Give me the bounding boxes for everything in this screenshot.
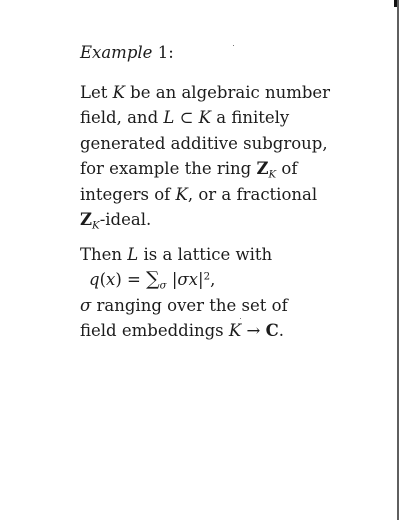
formula-line [80,267,380,293]
math-var: σx [177,270,198,289]
example-label: Example [80,43,153,62]
text-run: is a lattice with [138,244,273,264]
paragraph-lattice [80,242,380,344]
math-bold-z: Z [80,210,93,229]
text-run: for example the ring [80,159,257,178]
text-run: field embeddings [80,321,229,340]
text-line [80,242,380,268]
text-line [80,182,380,208]
math-var: L [163,108,175,127]
math-punct: | [198,270,204,289]
example-colon: : [168,43,174,62]
page-edge-shadow [397,0,399,520]
math-var: K [112,82,125,102]
math-var: x [106,270,116,289]
math-var: L [127,244,139,264]
paragraph-definition [80,80,380,233]
text-run: Let [80,82,113,102]
text-run: , or a fractional [187,184,318,204]
math-var: K [198,108,211,127]
page-edge-mark [394,0,397,7]
math-punct: | [166,270,178,289]
math-var: K [228,321,242,340]
math-punct: ) = [115,270,147,289]
text-line [80,105,380,131]
sum-symbol: ∑ [146,268,160,290]
text-run: generated additive subgroup, [80,133,328,153]
text-run: be an algebraic number [124,82,331,102]
text-line [80,293,380,319]
text-run: integers of [80,184,176,204]
subset-symbol: ⊂ [174,108,199,127]
math-punct: , [210,270,216,289]
math-subscript: K [268,169,277,181]
text-run: ranging over the set of [91,295,288,315]
text-line [80,131,380,157]
text-run: -ideal. [99,210,152,229]
text-run: of [276,159,298,178]
math-var: σ [80,295,92,315]
text-run: Then [80,244,128,264]
math-punct: . [278,321,284,340]
math-var: q [89,270,100,289]
text-line [80,318,380,344]
text-run: field, and [80,108,164,127]
text-line [80,80,380,106]
text-line [80,207,380,233]
math-var: K [175,184,188,204]
example-block [80,40,380,353]
text-run: a finitely [211,108,290,127]
math-bold-c: C [265,321,279,340]
math-subscript: σ [159,280,167,292]
math-punct: ( [99,270,106,289]
example-number: 1 [157,43,169,62]
math-superscript: 2 [203,271,211,283]
math-subscript: K [92,220,100,232]
math-bold-z: Z [256,159,269,178]
example-heading [80,40,380,66]
text-line [80,156,380,182]
arrow-symbol: → [241,321,266,340]
